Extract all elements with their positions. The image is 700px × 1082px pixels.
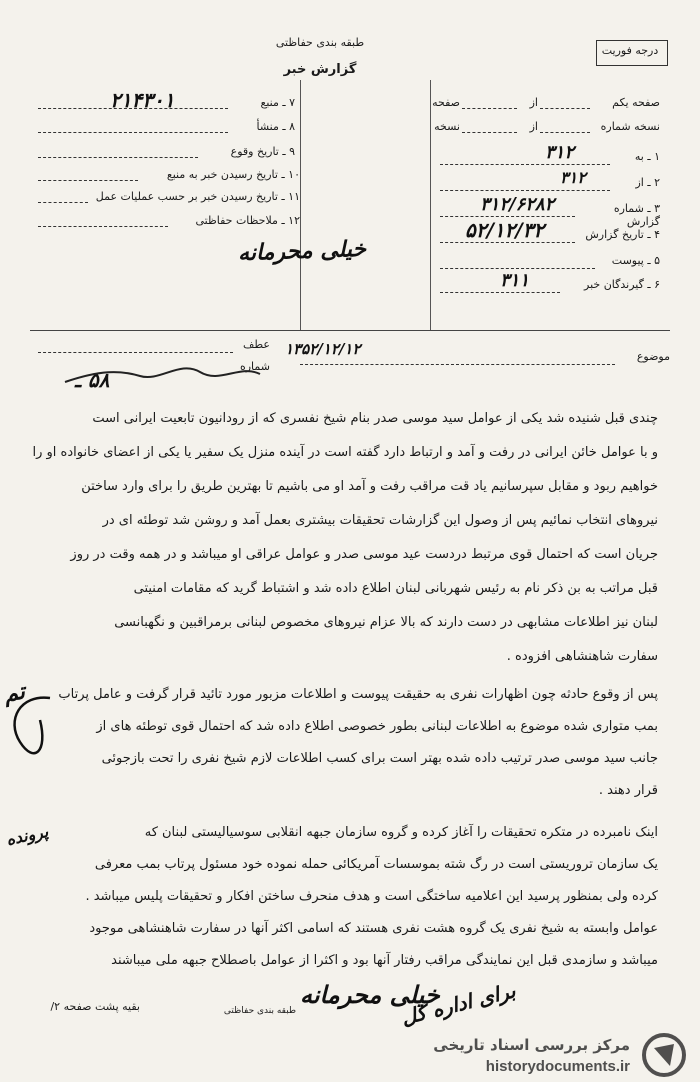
- field-date-received-source: ۱۰ ـ تاریخ رسیدن خبر به منبع: [166, 168, 300, 181]
- file-label: عطف: [243, 338, 270, 351]
- body-line: قبل مراتب به بن ذکر نام به رئیس شهربانی لبنان اطلاع داده شد و اشتباط گرید که مقامات امنیتی: [133, 581, 658, 596]
- body-line: بمب متواری شده موضوع به اطلاعات لبنانی بطور خصوصی اطلاع داده شد که احتمال قوی توطئه های از: [96, 719, 658, 734]
- field-sheet-line-a: [540, 108, 590, 109]
- field-recipients-line: [440, 292, 560, 293]
- field-copy-from: از: [529, 120, 538, 133]
- field-report-date: ۴ ـ تاریخ گزارش: [585, 228, 660, 241]
- bottom-classification-label: طبقه بندی حفاظتی: [223, 1006, 297, 1016]
- column-divider-right: [430, 80, 431, 330]
- header-bottom-rule: [30, 330, 670, 331]
- field-from2-value: ۳۱۲: [560, 168, 586, 187]
- field-copy-line-a: [540, 132, 590, 133]
- body-line: نیروهای انتخاب نمائیم پس از وصول این گزارشات تحقیقات بیشتری بعمل آمد و روشن شد توطئه ای در: [102, 513, 658, 528]
- subject-label: موضوع: [636, 350, 670, 363]
- field-date-received-ops: ۱۱ ـ تاریخ رسیدن خبر بر حسب عملیات عمل: [95, 190, 300, 203]
- field-from2: ۲ ـ از: [635, 176, 660, 189]
- body-line: خواهیم ربود و مقابل سپرسانیم یاد قت مراقب رفت و آمد او می باشیم تا بهترین طریق را برای وارد ساختن: [81, 479, 658, 494]
- body-line: اینک نامبرده در متکره تحقیقات را آغاز کرده و گروه سازمان جبهه انقلابی سوسیالیستی لبنان که: [144, 825, 658, 840]
- document-title: گزارش خبر: [283, 62, 357, 77]
- watermark-logo-icon: [640, 1032, 688, 1078]
- handwritten-signature: برای اداره کل: [398, 978, 518, 1030]
- body-line: جریان است که احتمال قوی مرتبط دردست عید موسی صدر و عوامل عراقی او میباشد و در همه وقت در روز: [70, 547, 658, 562]
- field-from2-line: [440, 190, 610, 191]
- handwritten-margin-numbers: ۵۸ ـ: [75, 368, 110, 392]
- field-to-value: ۳۱۲: [545, 142, 575, 163]
- body-line: و با عوامل خائن ایرانی در رفت و آمد و ارتباط دارد گفته است در آینده منزل یک سفیر یا یکی از اعضای خانواده او را: [32, 445, 658, 460]
- field-event-date: ۹ ـ تاریخ وقوع: [230, 145, 295, 158]
- field-source: ۷ ـ منبع: [260, 96, 295, 109]
- field-report-number: ۳ ـ شماره گزارش: [613, 202, 660, 228]
- field-security-notes: ۱۲ ـ ملاحظات حفاظتی: [195, 214, 300, 227]
- handwritten-classification-note: خیلی محرمانه: [237, 235, 367, 267]
- body-line: لبنان نیز اطلاعات مشابهی در دست دارند که بالا عزام نیروهای مخصوص لبنانی برمراقبین و نگهبانسی: [114, 615, 658, 630]
- continued-note: بقیه پشت صفحه ۲/: [50, 1000, 140, 1013]
- column-divider-left: [300, 80, 301, 330]
- field-from: از: [529, 96, 538, 109]
- body-line: عوامل وابسته به شیخ نفری یک گروه هشت نفری هستند که اسامی اکثر آنها در سفارت شاهنشاهی موجود: [89, 921, 658, 936]
- field-copy-label: نسخه: [434, 120, 460, 133]
- field-sheet-line-b: [462, 108, 517, 109]
- field-attachment: ۵ ـ پیوست: [611, 254, 660, 267]
- field-report-number-line: [440, 216, 575, 217]
- number-label: شماره: [239, 360, 270, 373]
- field-origin: ۸ ـ منشأ: [256, 120, 295, 133]
- field-report-date-line: [440, 242, 575, 243]
- field-recipients-value: ۳۱۱: [500, 270, 530, 291]
- field-origin-line: [38, 132, 228, 133]
- field-report-date-value: ۵۲/۱۲/۳۲: [465, 218, 545, 242]
- field-date-received-ops-line: [38, 202, 88, 203]
- handwritten-file-date: ۱۳۵۲/۱۲/۱۲: [285, 340, 361, 358]
- field-report-number-value: ۳۱۲/۶۲۸۲: [480, 194, 555, 215]
- field-page-label: صفحه: [432, 96, 460, 109]
- field-to-line: [440, 164, 610, 165]
- field-security-notes-line: [38, 226, 168, 227]
- field-to: ۱ ـ به: [634, 150, 660, 163]
- field-source-value: ۲۱۴۳۰۱: [110, 88, 175, 112]
- field-attachment-line: [440, 268, 595, 269]
- urgency-label: درجه فوریت: [601, 44, 659, 57]
- body-line: میباشد و سازمدی قبل این نمایندگی مراقب رفتار آنها بود و اکثرا از عوامل باصطلاح جبهه ملی میباشند: [111, 953, 658, 968]
- subject-line: [300, 364, 615, 365]
- field-sheet-number: صفحه یکم: [612, 96, 660, 109]
- handwritten-bottom-classification: خیلی محرمانه: [300, 980, 440, 1009]
- body-line: قرار دهند .: [598, 783, 658, 798]
- field-copy-number: نسخه شماره: [600, 120, 660, 133]
- field-event-date-line: [38, 157, 198, 158]
- watermark-url: historydocuments.ir: [485, 1058, 630, 1075]
- field-copy-line-b: [462, 132, 517, 133]
- urgency-box: [596, 40, 668, 66]
- handwritten-margin-curl: [0, 690, 60, 760]
- body-line: جانب سید موسی صدر ترتیب داده شده بهتر است برای کسب اطلاعات لازم شیخ نفری را تحت بازجوئی: [101, 751, 658, 766]
- file-line: [38, 352, 233, 353]
- field-recipients: ۶ ـ گیرندگان خبر: [584, 278, 660, 291]
- body-line: چندی قبل شنیده شد یکی از عوامل سید موسی صدر بنام شیخ نفسری که از رودانیون تابعیت ایرانی است: [92, 411, 658, 426]
- body-line: پس از وقوع حادثه چون اظهارات نفری به حقیقت پیوست و اطلاعات مزبور مورد تائید قرار گرفت و عامل پرتاب: [58, 687, 658, 702]
- watermark-text: مرکز بررسی اسناد تاریخی: [433, 1036, 630, 1054]
- handwritten-margin-note: تم: [1, 678, 27, 708]
- body-line: یک سازمان تروریستی است در رگ شته بموسسات آمریکائی حمله نموده خود مسئول پرتاب بمب معرفی: [94, 857, 658, 872]
- classification-label: طبقه بندی حفاظتی: [275, 36, 365, 49]
- handwritten-subject-scribble: [60, 362, 270, 392]
- handwritten-margin-file-note: پرونده: [4, 821, 50, 850]
- body-line: کرده ولی بمنظور پرسید این اعلامیه ساختگی است و هدف منحرف ساختن افکار و تحقیقات پلیس میباشد .: [85, 889, 658, 904]
- body-line: سفارت شاهنشاهی افزوده .: [506, 649, 658, 664]
- field-date-received-source-line: [38, 180, 138, 181]
